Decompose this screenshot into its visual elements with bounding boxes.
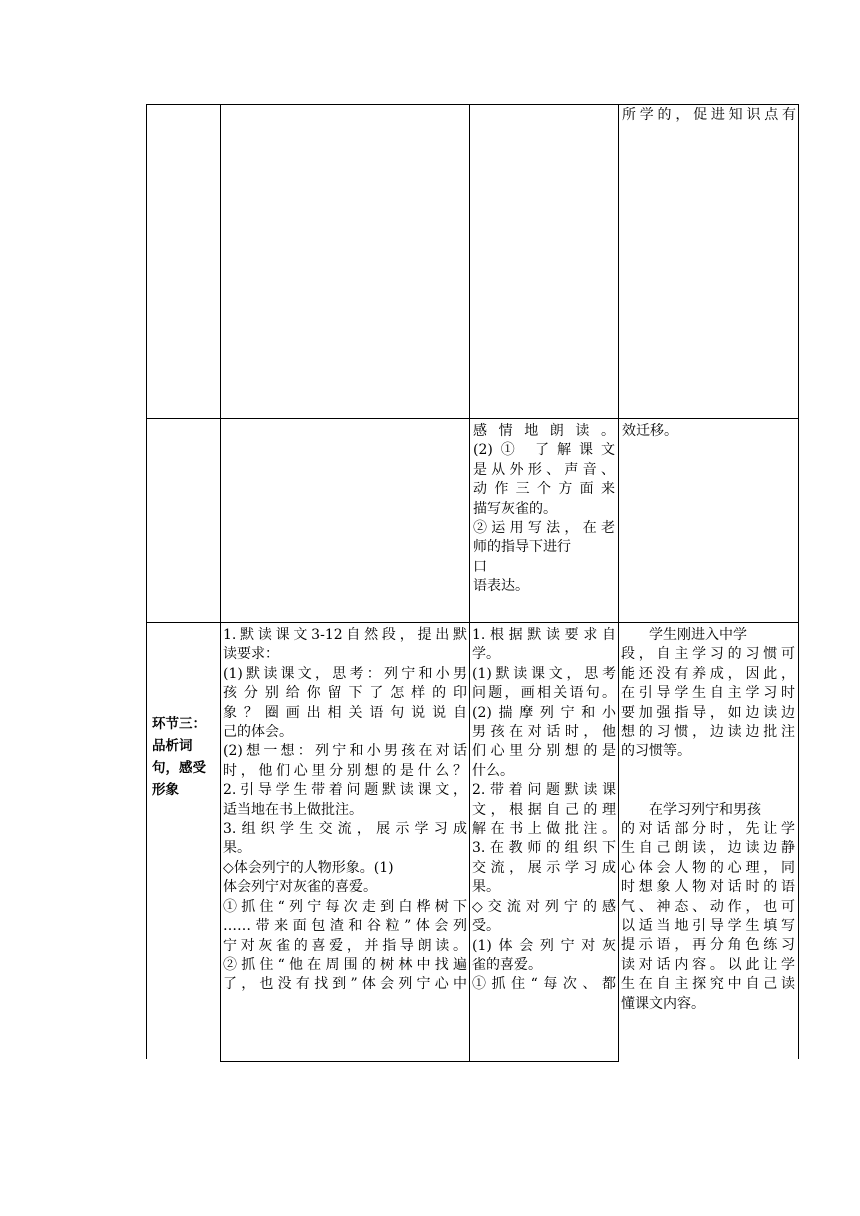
text-line: 3.组织学生交流，展示学习成 bbox=[223, 821, 467, 838]
text-line: 适当地在书上做批注。 bbox=[223, 801, 363, 818]
text-line: 了，也没有找到”体会列宁心中 bbox=[223, 976, 467, 993]
text-line: 时想象人物对话时的语 bbox=[621, 879, 795, 896]
row2-col3-cell bbox=[473, 422, 615, 597]
text-line: 气、神态、动作，也可 bbox=[621, 898, 795, 915]
text-line: 能还没有养成，因此， bbox=[621, 665, 795, 682]
label-line: 句，感受 bbox=[152, 760, 206, 776]
text-line: (2)想一想：列宁和小男孩在对话 bbox=[223, 743, 467, 760]
text-line: 生在自主探究中自己读 bbox=[621, 976, 795, 993]
text-line: ②抓住“他在周围的树林中找遍 bbox=[223, 956, 467, 973]
text-line: 孩分别给你留下了怎样的印 bbox=[223, 685, 467, 702]
text-line: (1)默读课文，思考 bbox=[472, 665, 616, 682]
text-line: 文，根据自己的理 bbox=[472, 801, 616, 818]
text-line: 描写灰雀的。 bbox=[473, 500, 557, 517]
text-line: ①抓住“列宁每次走到白桦树下 bbox=[223, 898, 467, 915]
row-divider-2 bbox=[146, 622, 799, 623]
border-right bbox=[798, 104, 799, 1059]
text-line: 解在书上做批注。 bbox=[472, 821, 616, 838]
text-line: 以适当地引导学生填写 bbox=[621, 918, 795, 935]
text-line: ②运用写法，在老 bbox=[473, 520, 615, 537]
student-activity-cell bbox=[472, 626, 616, 995]
text-line: 心体会人物的心理，同 bbox=[621, 859, 795, 876]
text-line: 学生刚进入中学 bbox=[649, 627, 747, 643]
text-line: 果。 bbox=[223, 840, 251, 857]
col-divider-2 bbox=[469, 104, 470, 1062]
text-line: 2.带着问题默读课 bbox=[472, 782, 616, 799]
border-top bbox=[146, 104, 799, 105]
text-line: 体会列宁对灰雀的喜爱。 bbox=[223, 879, 377, 896]
text-line: 是从外形、声音、 bbox=[473, 461, 615, 478]
col-divider-3 bbox=[618, 104, 619, 1062]
row-divider-1 bbox=[146, 418, 799, 419]
blank-line bbox=[621, 781, 795, 800]
stage-label bbox=[152, 713, 218, 801]
text-line: 们心里分别想的是 bbox=[472, 743, 616, 760]
row1-col4-cell bbox=[622, 106, 796, 125]
text-line: 动作三个方面来 bbox=[473, 481, 615, 498]
text-line: 3.在教师的组织下 bbox=[472, 840, 616, 857]
text-line: ◇交流对列宁的感 bbox=[472, 898, 616, 915]
border-left bbox=[146, 104, 147, 1059]
text-line: 果。 bbox=[472, 879, 500, 896]
text-line: 的对话部分时，先让学 bbox=[621, 821, 795, 838]
label-line: 形象 bbox=[152, 782, 179, 798]
text-line: ①抓住“每次、都 bbox=[472, 976, 616, 993]
text-line: 己的体会。 bbox=[223, 724, 293, 741]
text-line: 在引导学生自主学习时 bbox=[621, 685, 795, 702]
row2-col4-cell bbox=[622, 422, 796, 441]
text-line: 交流，展示学习成 bbox=[472, 859, 616, 876]
text-line: 学。 bbox=[472, 646, 500, 663]
text-line: (1)默读课文，思考：列宁和小男 bbox=[223, 665, 467, 682]
text-line: 受。 bbox=[472, 918, 500, 935]
text-line: 生自己朗读，边读边静 bbox=[621, 840, 795, 857]
text-line: 时，他们心里分别想的是什么？ bbox=[223, 762, 467, 779]
text-line: 宁对灰雀的喜爱，并指导朗读。 bbox=[223, 937, 467, 954]
col2-bottom bbox=[220, 1061, 618, 1062]
text-line: (1)体会列宁对灰 bbox=[472, 937, 616, 954]
text-line: ◇体会列宁的人物形象。(1) bbox=[223, 859, 394, 876]
text-line: 雀的喜爱。 bbox=[472, 956, 542, 973]
text-line: ……带来面包渣和谷粒”体会列 bbox=[223, 918, 467, 935]
label-line: 品析词 bbox=[152, 738, 193, 754]
text-line: 读对话内容。以此让学 bbox=[621, 956, 795, 973]
text-line: 问题，画相关语句。 bbox=[472, 685, 616, 702]
text-line: 1.默读课文3-12自然段，提出默 bbox=[223, 627, 467, 643]
text-line: 男孩在对话时，他 bbox=[472, 724, 616, 741]
text-line: 师的指导下进行 bbox=[473, 539, 571, 556]
text-line: (2)揣摩列宁和小 bbox=[472, 704, 616, 721]
label-line: 环节三： bbox=[152, 716, 206, 732]
text-line: 感情地朗读。 bbox=[473, 423, 615, 439]
text-line: 象？圈画出相关语句说说自 bbox=[223, 704, 467, 721]
col-divider-1 bbox=[220, 104, 221, 1062]
text-line: 在学习列宁和男孩 bbox=[649, 801, 761, 818]
text-line: 提示语，再分角色练习 bbox=[621, 937, 795, 954]
design-intent-cell bbox=[621, 626, 795, 1014]
text-line: 什么。 bbox=[472, 762, 514, 779]
text-line: 2.引导学生带着问题默读课文， bbox=[223, 782, 467, 799]
text-line: 所学的，促进知识点有 bbox=[622, 107, 796, 123]
teacher-activity-cell bbox=[223, 626, 467, 995]
text-line: 的习惯等。 bbox=[621, 743, 691, 760]
text-line: 读要求： bbox=[223, 646, 279, 663]
text-line: 想的习惯，边读边批注 bbox=[621, 724, 795, 741]
text-line: 段，自主学习的习惯可 bbox=[621, 646, 795, 663]
text-line: (2)① 了解课文 bbox=[473, 442, 615, 459]
text-line: 口 bbox=[473, 558, 487, 575]
text-line: 1.根据默读要求自 bbox=[472, 627, 616, 643]
text-line: 懂课文内容。 bbox=[621, 995, 705, 1012]
text-line: 语表达。 bbox=[473, 578, 529, 595]
text-line: 效迁移。 bbox=[622, 423, 678, 439]
text-line: 要加强指导，如边读边 bbox=[621, 704, 795, 721]
blank-line bbox=[621, 762, 795, 781]
